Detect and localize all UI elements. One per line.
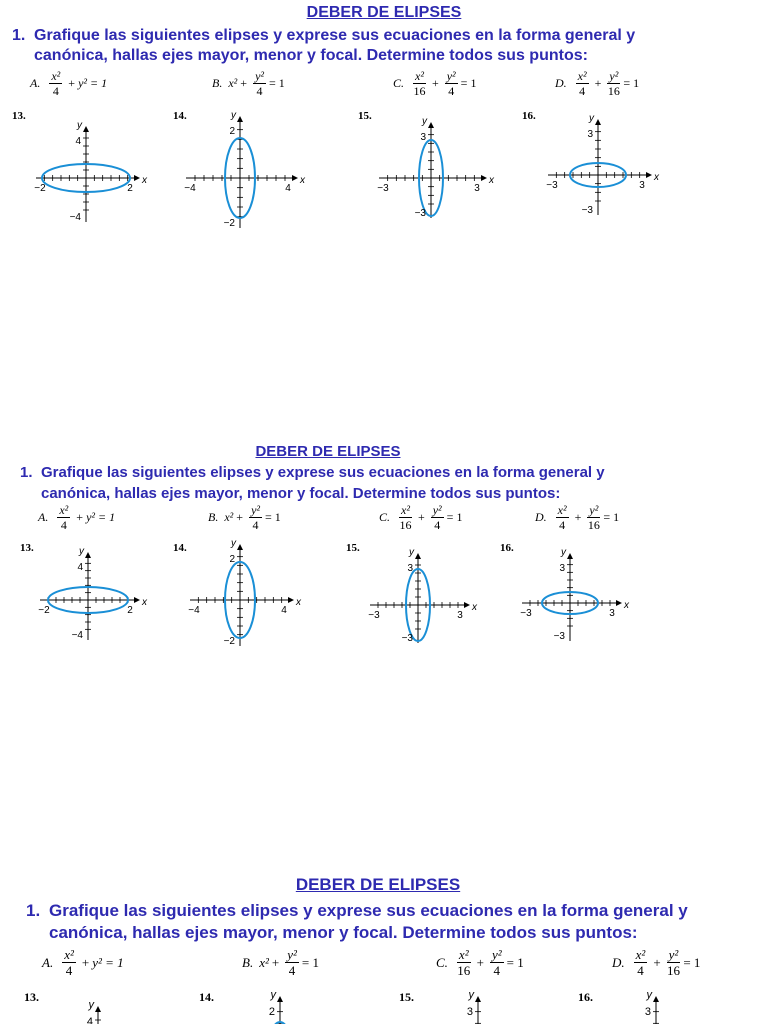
problem-number: 15. <box>399 990 414 1004</box>
problem-number: 13. <box>24 990 39 1004</box>
problem-number: 14. <box>173 542 187 554</box>
option-letter: C. <box>436 954 448 970</box>
problem-number: 14. <box>199 990 214 1004</box>
option-d: D. $\frac{\text{x²}}{4}$ + $\frac{\text{y²}}{16}$ = 1 <box>535 503 620 532</box>
worksheet-title: DEBER DE ELIPSES <box>306 4 462 21</box>
option-letter: D. <box>555 76 567 90</box>
y-axis-label: y <box>589 113 594 124</box>
y-axis-label: y <box>77 120 82 131</box>
x-axis-label: x <box>624 600 629 611</box>
y-tick-label: 3 <box>559 563 565 574</box>
worksheet-block-1 <box>0 0 768 420</box>
ellipse-graph-16 <box>0 870 768 1024</box>
y-axis-label: y <box>79 546 84 557</box>
y-axis-label: y <box>646 989 652 1001</box>
x-tick-label: −3 <box>377 183 389 194</box>
worksheet-block-3 <box>0 870 768 1024</box>
question-line-2: canónica, hallas ejes mayor, menor y focal. Determine todos sus puntos: <box>41 485 561 502</box>
y-tick-label: −3 <box>414 208 426 219</box>
option-a: A. $\frac{\text{x²}}{4}$ + y² = 1 <box>30 69 108 98</box>
option-b: B. x² + $\frac{\text{y²}}{4}$ = 1 <box>212 69 285 98</box>
x-tick-label: 2 <box>127 605 133 616</box>
problem-number: 16. <box>500 542 514 554</box>
problem-number: 16. <box>578 990 593 1004</box>
y-tick-label: −4 <box>71 630 83 641</box>
x-axis-arrow-icon <box>646 172 652 178</box>
x-tick-label: 4 <box>281 605 287 616</box>
x-tick-label: −2 <box>38 605 50 616</box>
y-axis-label: y <box>468 989 474 1001</box>
y-axis-label: y <box>270 989 276 1001</box>
x-tick-label: −3 <box>520 608 532 619</box>
y-tick-label: 2 <box>229 126 235 137</box>
y-tick-label: 3 <box>466 1006 473 1018</box>
y-tick-label: 3 <box>407 563 413 574</box>
y-tick-label: 4 <box>86 1016 93 1024</box>
y-tick-label: 3 <box>587 129 593 140</box>
y-axis-label: y <box>231 538 236 549</box>
x-tick-label: 3 <box>639 180 645 191</box>
option-letter: A. <box>30 76 41 90</box>
problem-number: 14. <box>173 110 187 122</box>
x-axis-label: x <box>300 175 305 186</box>
x-axis-label: x <box>142 175 147 186</box>
x-tick-label: 2 <box>127 183 133 194</box>
problem-number: 15. <box>346 542 360 554</box>
option-letter: A. <box>42 954 54 970</box>
option-b: B. x² + $\frac{\text{y²}}{4}$ = 1 <box>208 503 281 532</box>
option-letter: B. <box>242 954 254 970</box>
x-tick-label: 3 <box>474 183 480 194</box>
x-tick-label: 3 <box>609 608 615 619</box>
x-tick-label: −4 <box>184 183 196 194</box>
y-tick-label: 4 <box>77 562 83 573</box>
x-tick-label: −2 <box>34 183 46 194</box>
y-tick-label: 2 <box>229 554 235 565</box>
question-number: 1. <box>20 464 33 481</box>
y-axis-arrow-icon <box>595 119 601 125</box>
question-line-1: Grafique las siguientes elipses y exprese sus ecuaciones en la forma general y <box>41 464 605 481</box>
y-axis-label: y <box>422 116 427 127</box>
problem-number: 15. <box>358 110 372 122</box>
x-axis-label: x <box>489 175 494 186</box>
y-tick-label: 4 <box>75 136 81 147</box>
ellipse-graph-16 <box>0 440 768 860</box>
x-tick-label: 4 <box>285 183 291 194</box>
y-axis-label: y <box>409 547 414 558</box>
x-axis-arrow-icon <box>616 600 622 606</box>
option-a: A. $\frac{\text{x²}}{4}$ + y² = 1 <box>42 947 124 978</box>
y-axis-label: y <box>561 547 566 558</box>
question-line-1: Grafique las siguientes elipses y exprese sus ecuaciones en la forma general y <box>49 901 688 920</box>
problem-number: 13. <box>12 110 26 122</box>
option-a: A. $\frac{\text{x²}}{4}$ + y² = 1 <box>38 503 116 532</box>
option-letter: D. <box>612 954 625 970</box>
x-axis-label: x <box>142 597 147 608</box>
y-tick-label: −3 <box>553 631 565 642</box>
x-tick-label: −3 <box>546 180 558 191</box>
y-tick-label: −4 <box>69 212 81 223</box>
y-tick-label: 3 <box>420 132 426 143</box>
option-letter: C. <box>393 76 405 90</box>
question-number: 1. <box>26 901 41 920</box>
worksheet-title: DEBER DE ELIPSES <box>295 875 461 894</box>
y-axis-label: y <box>88 999 94 1011</box>
question-line-2: canónica, hallas ejes mayor, menor y focal. Determine todos sus puntos: <box>49 923 638 942</box>
x-axis-label: x <box>296 597 301 608</box>
option-letter: A. <box>38 510 49 524</box>
x-tick-label: −4 <box>188 605 200 616</box>
problem-number: 13. <box>20 542 34 554</box>
y-tick-label: 2 <box>268 1006 275 1018</box>
y-axis-arrow-icon <box>653 996 659 1002</box>
option-b: B. x² + $\frac{\text{y²}}{4}$ = 1 <box>242 947 319 978</box>
option-letter: C. <box>379 510 391 524</box>
question-number: 1. <box>12 27 26 44</box>
option-c: C. $\frac{\text{x²}}{16}$ + $\frac{\text{y²}}{4}$ = 1 <box>436 947 524 978</box>
option-letter: B. <box>212 76 223 90</box>
y-tick-label: −3 <box>401 633 413 644</box>
x-axis-label: x <box>654 172 659 183</box>
y-axis-label: y <box>231 110 236 121</box>
option-c: C. $\frac{\text{x²}}{16}$ + $\frac{\text{y²}}{4}$ = 1 <box>393 69 477 98</box>
y-tick-label: 3 <box>644 1006 651 1018</box>
question-line-1: Grafique las siguientes elipses y exprese sus ecuaciones en la forma general y <box>34 27 636 44</box>
question-line-2: canónica, hallas ejes mayor, menor y focal. Determine todos sus puntos: <box>34 47 588 64</box>
option-letter: B. <box>208 510 219 524</box>
ellipse-graph-16 <box>0 0 768 420</box>
x-tick-label: 3 <box>457 610 463 621</box>
y-tick-label: −2 <box>223 636 235 647</box>
worksheet-title: DEBER DE ELIPSES <box>255 443 401 460</box>
x-tick-label: −3 <box>368 610 380 621</box>
worksheet-block-2 <box>0 440 768 860</box>
option-letter: D. <box>535 510 547 524</box>
y-tick-label: −3 <box>581 205 593 216</box>
y-axis-arrow-icon <box>567 553 573 559</box>
option-d: D. $\frac{\text{x²}}{4}$ + $\frac{\text{y²}}{16}$ = 1 <box>612 947 701 978</box>
x-axis-label: x <box>472 602 477 613</box>
option-d: D. $\frac{\text{x²}}{4}$ + $\frac{\text{y²}}{16}$ = 1 <box>555 69 640 98</box>
problem-number: 16. <box>522 110 536 122</box>
y-tick-label: −2 <box>223 218 235 229</box>
option-c: C. $\frac{\text{x²}}{16}$ + $\frac{\text{y²}}{4}$ = 1 <box>379 503 463 532</box>
